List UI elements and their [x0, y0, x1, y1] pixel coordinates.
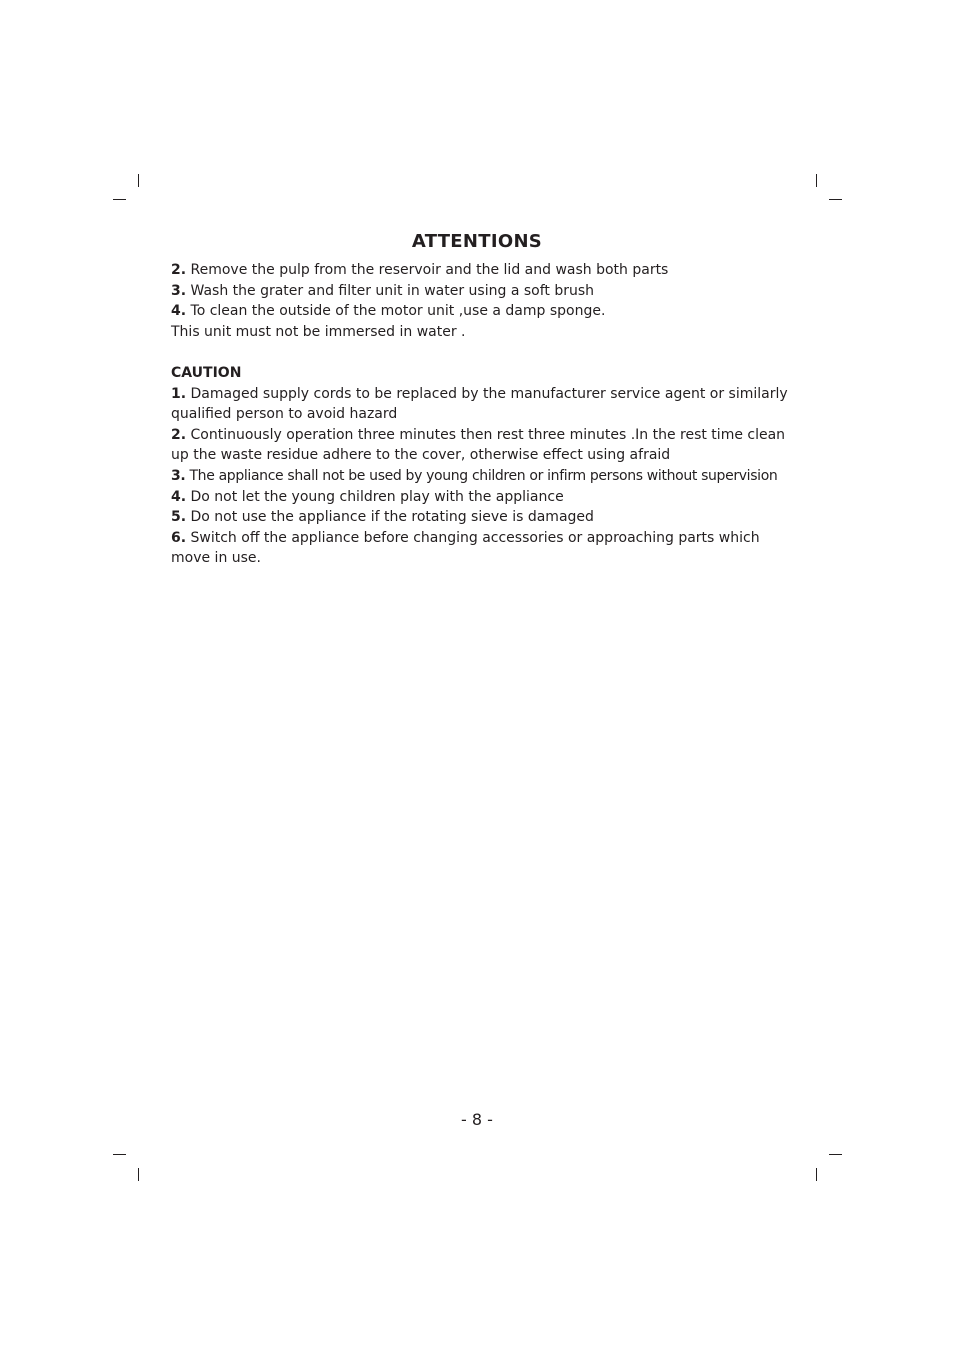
- crop-mark-bottom-left-horizontal: [113, 1154, 126, 1155]
- attention-item: [171, 260, 791, 281]
- body-text: [171, 260, 791, 569]
- crop-mark-top-left-horizontal: [113, 199, 126, 200]
- item-number: 3.: [171, 282, 187, 299]
- caution-item: [171, 466, 791, 487]
- item-number: 4.: [171, 488, 187, 505]
- crop-mark-top-right-horizontal: [829, 199, 842, 200]
- caution-item: [171, 507, 791, 528]
- item-text: Continuously operation three minutes then rest three minutes .In the rest time clean up the waste residue adhere to the cover, otherwise effect using afraid: [171, 426, 786, 464]
- crop-mark-top-left-vertical: [138, 174, 139, 187]
- item-number: 4.: [171, 303, 187, 320]
- caution-item: [171, 425, 791, 466]
- crop-mark-bottom-right-horizontal: [829, 1154, 842, 1155]
- section-spacer: [171, 342, 791, 363]
- caution-item: [171, 384, 791, 425]
- crop-mark-bottom-right-vertical: [816, 1168, 817, 1181]
- caution-item: [171, 528, 791, 569]
- crop-mark-top-right-vertical: [816, 174, 817, 187]
- item-text: The appliance shall not be used by young children or infirm persons without supervision: [189, 467, 778, 484]
- item-text: Wash the grater and filter unit in water using a soft brush: [190, 282, 595, 299]
- attention-item: [171, 301, 791, 322]
- item-text: Switch off the appliance before changing accessories or approaching parts which move in use.: [171, 529, 760, 567]
- page-number: - 8 -: [461, 1110, 493, 1129]
- item-number: 5.: [171, 509, 187, 526]
- caution-heading: CAUTION: [171, 364, 242, 381]
- item-number: 2.: [171, 262, 187, 278]
- attention-note: This unit must not be immersed in water .: [171, 323, 466, 340]
- item-number: 3.: [171, 467, 186, 484]
- item-text: To clean the outside of the motor unit ,use a damp sponge.: [190, 303, 606, 320]
- crop-mark-bottom-left-vertical: [138, 1168, 139, 1181]
- item-text: Do not use the appliance if the rotating sieve is damaged: [190, 509, 594, 526]
- item-text: Damaged supply cords to be replaced by the manufacturer service agent or similarly qualified person to avoid hazard: [171, 385, 788, 423]
- attention-item: [171, 281, 791, 302]
- caution-item: [171, 487, 791, 508]
- page-title: ATTENTIONS: [411, 231, 543, 252]
- item-number: 6.: [171, 529, 187, 546]
- item-text: Remove the pulp from the reservoir and the lid and wash both parts: [190, 262, 669, 278]
- item-number: 1.: [171, 385, 187, 402]
- item-number: 2.: [171, 426, 187, 443]
- item-text: Do not let the young children play with the appliance: [190, 488, 564, 505]
